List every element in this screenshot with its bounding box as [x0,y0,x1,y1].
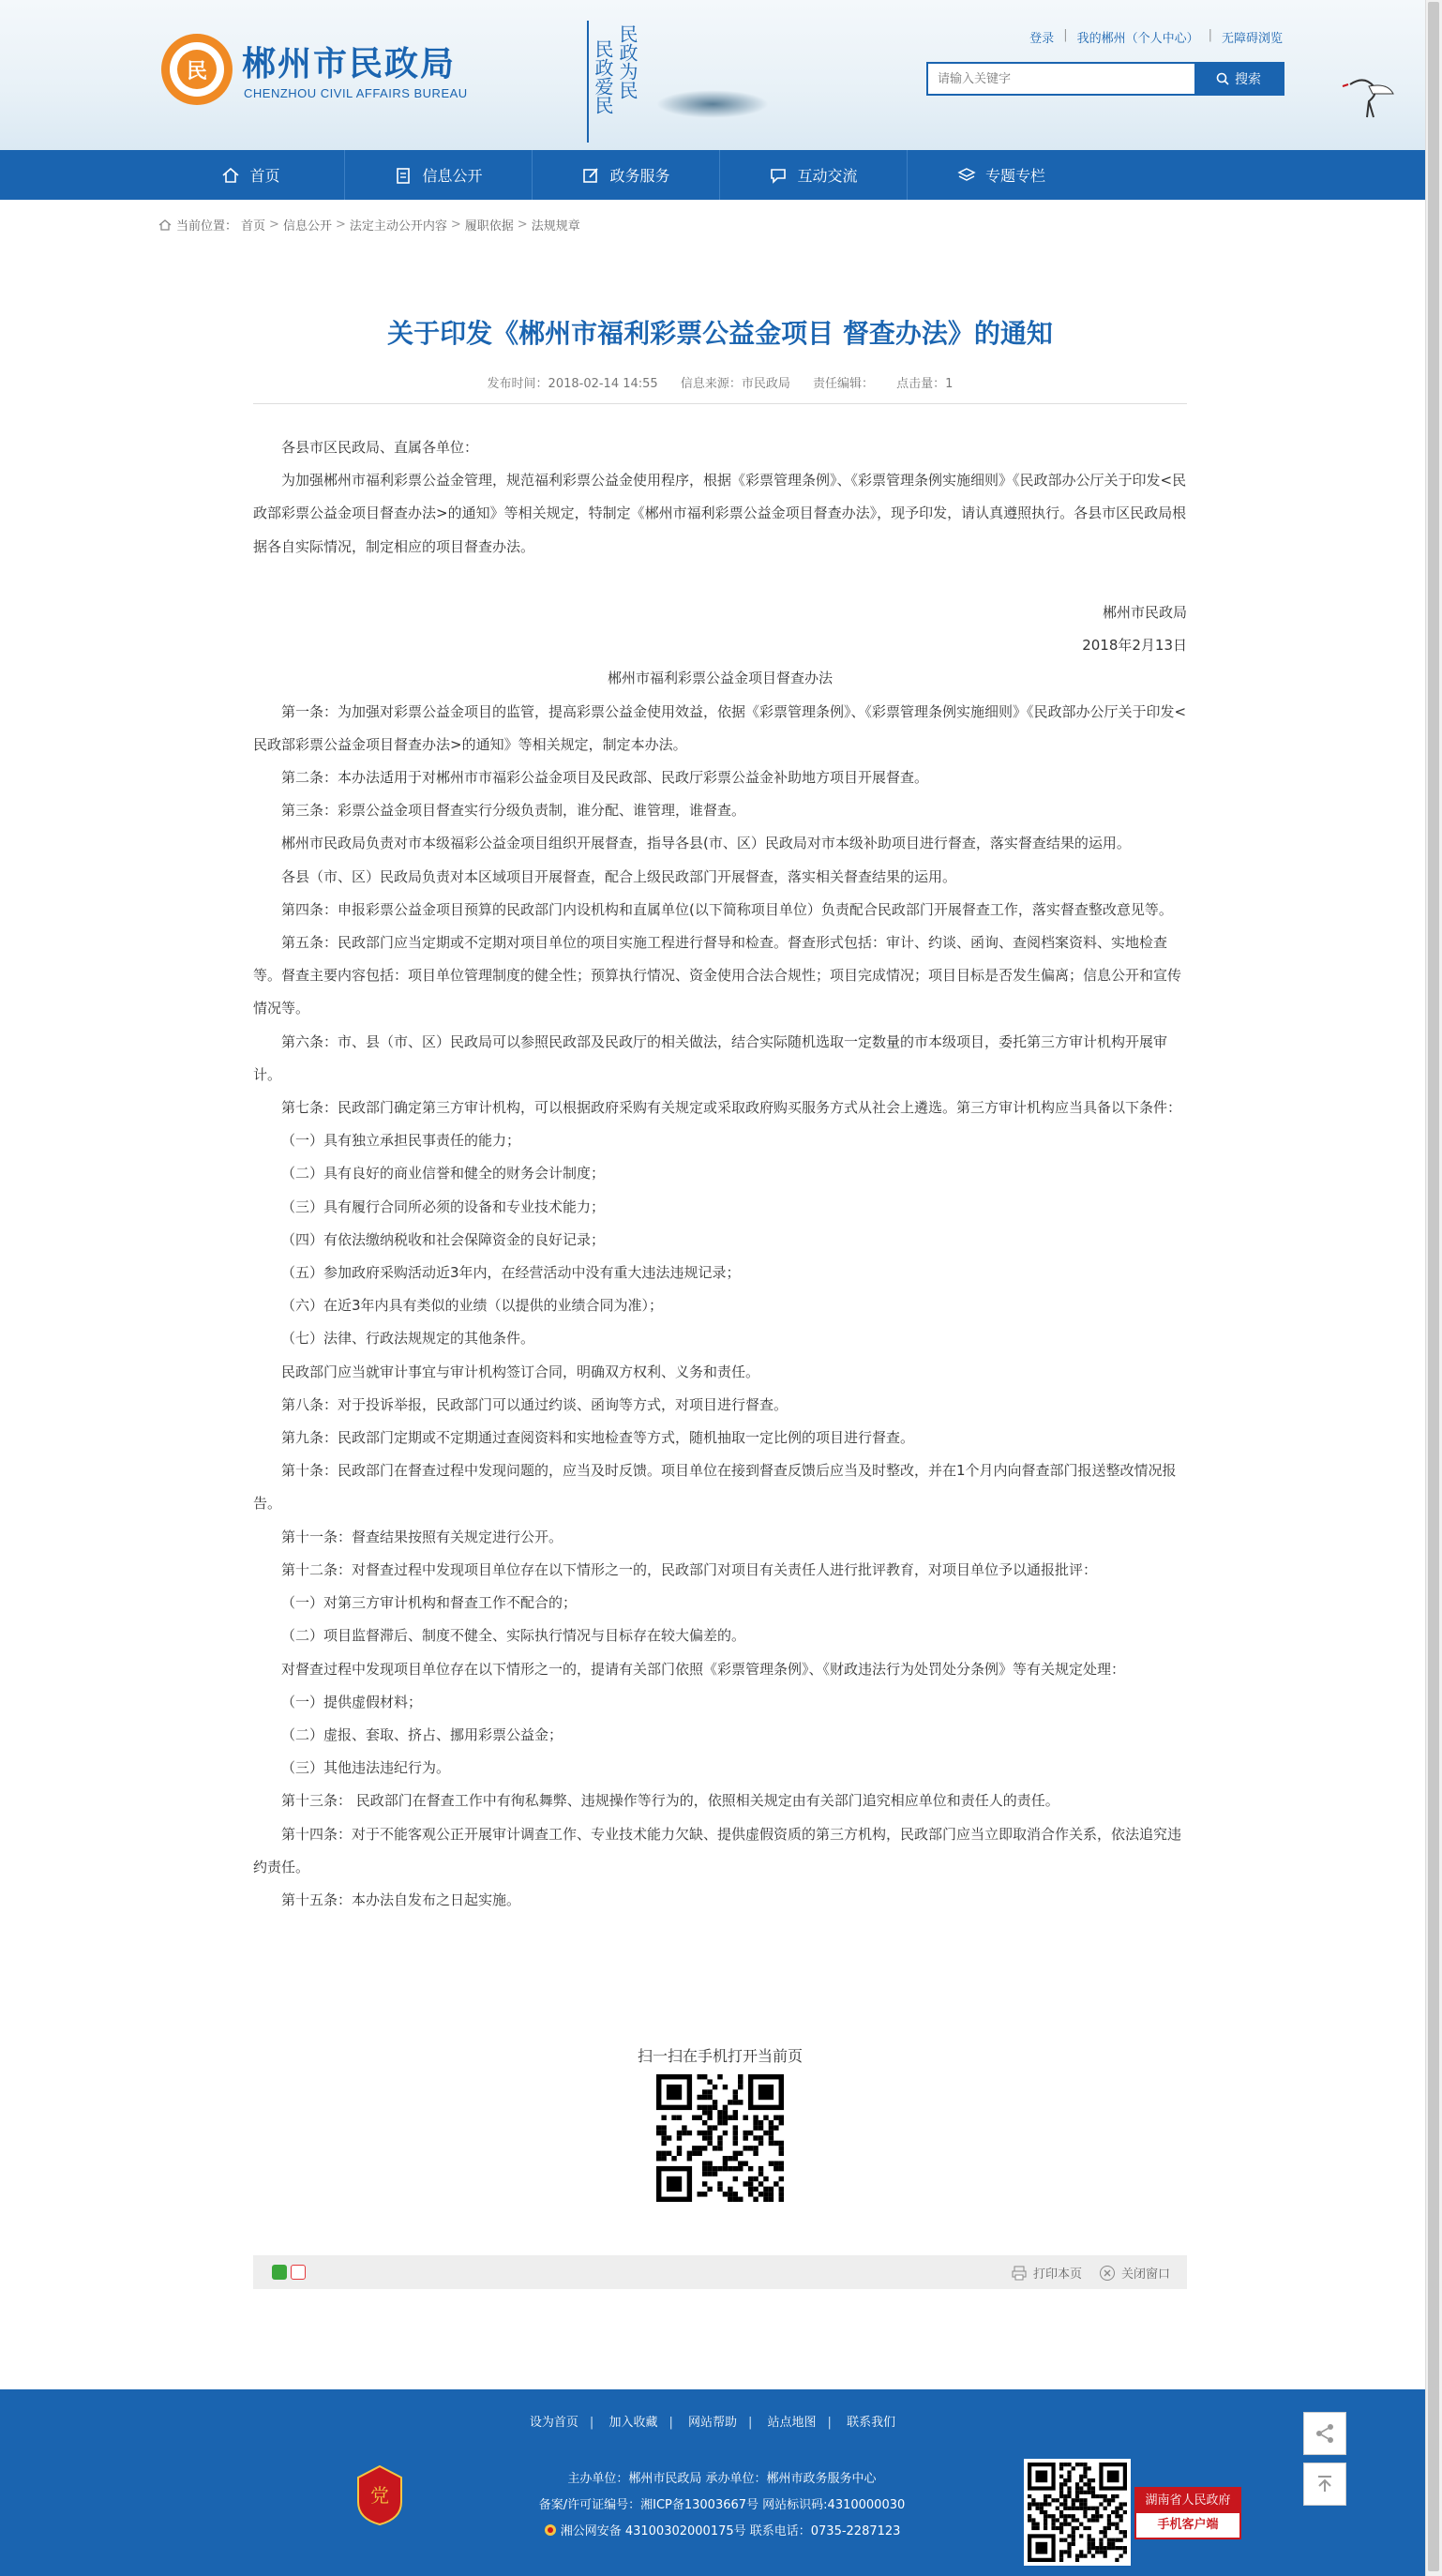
article-paragraph: （二）具有良好的商业信誉和健全的财务会计制度； [281,1165,606,1183]
footer-info [469,2466,975,2545]
article-paragraph: 第二条：本办法适用于对郴州市市福彩公益金项目及民政部、民政厅彩票公益金补助地方项目开展督查。 [281,769,929,787]
breadcrumb-separator: > [269,218,279,232]
party-gov-badge[interactable] [356,2464,403,2526]
article-paragraph: 第十五条：本办法自发布之日起实施。 [281,1891,521,1908]
article-paragraph: 第十三条： 民政部门在督查工作中有徇私舞弊、违规操作等行为的，依照相关规定由有关部门追究相应单位和责任人的责任。 [281,1792,1059,1810]
nav-item-special-topics[interactable] [908,150,1095,200]
footer-police-text: 湘公网安备 43100302000175号 联系电话：0735-2287123 [560,2524,901,2538]
share-bar [253,2255,1187,2289]
article-paragraph: 第九条：民政部门定期或不定期通过查阅资料和实地检查等方式，随机抽取一定比例的项目进行督查。 [281,1429,915,1447]
article-title: 关于印发《郴州市福利彩票公益金项目 督查办法》的通知 [387,318,1053,349]
share-icons [272,2265,306,2280]
party-badge-text: 党 [370,2484,389,2507]
breadcrumb-item[interactable]: 信息公开 [282,219,332,233]
nav-item-home[interactable] [158,150,345,200]
breadcrumb-item[interactable]: 法定主动公开内容 [349,219,447,233]
article-paragraph: 各县（市、区）民政局负责对本区域项目开展督查，配合上级民政部门开展督查，落实相关督查结果的运用。 [281,867,957,885]
site-header [0,0,1442,150]
article-paragraph: （五）参加政府采购活动近3年内，在经营活动中没有重大违法违规记录； [281,1264,741,1282]
site-title[interactable]: 郴州市民政局 [242,45,457,83]
motto-column-2: 民政爱民 [592,39,614,114]
top-link-accessibility[interactable]: 无障碍浏览 [1221,32,1283,46]
footer-organizer: 主办单位：郴州市民政局 承办单位：郴州市政务服务中心 [567,2472,877,2486]
share-float-button[interactable] [1303,2412,1346,2455]
search-button[interactable] [1194,64,1283,94]
nav-item-label: 信息公开 [422,167,483,185]
close-label: 关闭窗口 [1120,2267,1170,2282]
share-icon [1314,2422,1336,2445]
info-source: 信息来源：市民政局 [680,377,790,391]
nav-item-info-disclosure[interactable] [345,150,533,200]
document-icon [394,166,413,185]
site-subtitle: CHENZHOU CIVIL AFFAIRS BUREAU [244,86,468,100]
footer-link-help[interactable]: 网站帮助 [687,2416,737,2430]
footer-link-set-homepage[interactable]: 设为首页 [529,2416,578,2430]
weibo-share-icon[interactable] [291,2265,306,2280]
nav-item-gov-services[interactable] [533,150,720,200]
article-paragraph: （四）有依法缴纳税收和社会保障资金的良好记录； [281,1230,606,1248]
logo-core: 民 [177,50,217,89]
footer-link-contact[interactable]: 联系我们 [847,2416,896,2430]
nav-item-label: 政务服务 [609,167,670,185]
article-content [253,431,1187,1917]
article-paragraph: （一）具有独立承担民事责任的能力； [281,1132,521,1150]
bureau-logo[interactable] [161,34,233,105]
article-paragraph: 第五条：民政部门应当定期或不定期对项目单位的项目实施工程进行督导和检查。督查形式包括：审计、约谈、函询、查阅档案资料、实地检查等。督查主要内容包括：项目单位管理制度的健全性；预算执行情况、资金使用合法合规性；项目完成情况；项目目标是否发生偏离；信息公开和宣传情况等。 [253,934,1182,1017]
footer-links [0,2412,1425,2430]
article-paragraph: （二）虚报、套取、挤占、挪用彩票公益金； [281,1725,563,1743]
bar-actions [1011,2264,1170,2282]
top-link-separator: | [1208,28,1212,42]
site-footer [0,2389,1425,2576]
close-window-button[interactable] [1099,2264,1170,2282]
breadcrumb-item[interactable]: 首页 [241,219,266,233]
footer-link-sitemap[interactable]: 站点地图 [767,2416,817,2430]
motto-box [587,21,643,143]
footer-link-separator: | [827,2416,832,2430]
article-paragraph: 郴州市福利彩票公益金项目督查办法 [607,670,833,687]
hunan-gov-app-badge[interactable] [1134,2487,1241,2539]
nav-items [158,150,1095,200]
article-paragraph [253,564,1187,596]
top-links [1029,28,1283,46]
page-qr-code [656,2074,784,2202]
qr-title: 扫一扫在手机打开当前页 [637,2047,803,2065]
back-to-top-button[interactable] [1303,2463,1346,2506]
title-divider [253,403,1187,404]
nav-item-label: 互动交流 [797,167,858,185]
printer-icon [1011,2265,1028,2282]
article-paragraph: 第十一条：督查结果按照有关规定进行公开。 [281,1528,563,1545]
article-paragraph: 第十二条：对督查过程中发现项目单位存在以下情形之一的，民政部门对项目有关责任人进行批评教育，对项目单位予以通报批评： [281,1560,1098,1578]
click-count: 点击量：1 [896,377,954,391]
article-paragraph: （三）其他违法违纪行为。 [281,1759,451,1777]
search-button-label: 搜索 [1235,72,1261,87]
breadcrumb-separator: > [450,218,461,232]
article-paragraph: 郴州市民政局 [1102,604,1187,621]
footer-police-record[interactable] [469,2519,975,2545]
article-paragraph: 第十条：民政部门在督查过程中发现问题的，应当及时反馈。项目单位在接到督查反馈后应当及时整改，并在1个月内向督查部门报送整改情况报告。 [253,1462,1177,1513]
close-icon [1099,2265,1116,2282]
article-paragraph: 第七条：民政部门确定第三方审计机构，可以根据政府采购有关规定或采取政府购买服务方式从社会上遴选。第三方审计机构应当具备以下条件： [281,1099,1182,1117]
search-icon [1216,72,1229,85]
article-paragraph: （一）对第三方审计机构和督查工作不配合的； [281,1594,578,1612]
breadcrumb-label: 当前位置： [176,219,238,233]
home-icon [221,166,240,185]
landscape-decoration [656,90,769,118]
edit-icon [581,166,600,185]
footer-link-separator: | [668,2416,673,2430]
arrow-up-icon [1314,2473,1336,2495]
footer-link-add-favorite[interactable]: 加入收藏 [608,2416,658,2430]
search-box [926,62,1284,96]
top-link-my-chenzhou[interactable]: 我的郴州（个人中心） [1076,32,1199,46]
crane-decoration [1341,66,1397,122]
article-paragraph: 第一条：为加强对彩票公益金项目的监管，提高彩票公益金使用效益，依据《彩票管理条例》、《彩票管理条例实施细则》《民政部办公厅关于印发<民政部彩票公益金项目督查办法>的通知》等相关规定，制定本办法。 [253,702,1187,753]
nav-item-label: 首页 [249,167,280,185]
article-paragraph: 第四条：申报彩票公益金项目预算的民政部门内设机构和直属单位(以下简称项目单位）负责配合民政部门开展督查工作，落实督查整改意见等。 [281,900,1173,918]
publish-time: 发布时间：2018-02-14 14:55 [487,377,658,391]
police-badge-icon [544,2523,557,2537]
scrollbar-thumb[interactable] [1428,2,1439,2571]
article-paragraph: 第八条：对于投诉举报，民政部门可以通过约谈、函询等方式，对项目进行督查。 [281,1395,789,1413]
breadcrumb [158,216,580,233]
top-link-login[interactable]: 登录 [1029,32,1055,46]
print-button[interactable] [1011,2264,1082,2282]
article-paragraph: （三）具有履行合同所必须的设备和专业技术能力； [281,1198,606,1215]
print-label: 打印本页 [1032,2267,1082,2282]
article-paragraph: 民政部门应当就审计事宜与审计机构签订合同，明确双方权利、义务和责任。 [281,1363,760,1380]
article-paragraph: 各县市区民政局、直属各单位： [281,439,479,456]
nav-item-label: 专题专栏 [984,167,1045,185]
nav-item-interaction[interactable] [720,150,908,200]
article-paragraph: （六）在近3年内具有类似的业绩（以提供的业绩合同为准）； [281,1297,664,1315]
top-link-separator: | [1063,28,1068,42]
article-paragraph: 2018年2月13日 [1082,637,1187,655]
breadcrumb-separator: > [517,218,528,232]
motto-column-1: 民政为民 [616,24,638,99]
editor: 责任编辑： [813,377,875,391]
article-paragraph: 第六条：市、县（市、区）民政局可以参照民政部及民政厅的相关做法，结合实际随机选取一定数量的市本级项目，委托第三方审计机构开展审计。 [253,1032,1168,1083]
footer-icp[interactable]: 备案/许可证编号：湘ICP备13003667号 网站标识码:4310000030 [538,2498,906,2512]
breadcrumb-separator: > [335,218,346,232]
article-paragraph: （七）法律、行政法规规定的其他条件。 [281,1330,535,1348]
gov-badge-subtitle: 手机客户端 [1157,2518,1219,2532]
footer-link-separator: | [748,2416,753,2430]
article-paragraph: 郴州市民政局负责对市本级福彩公益金项目组织开展督查，指导各县(市、区）民政局对市本级补助项目进行督查，落实督查结果的运用。 [281,835,1131,852]
main-nav [0,150,1425,200]
article-paragraph: 对督查过程中发现项目单位存在以下情形之一的，提请有关部门依照《彩票管理条例》、《财政违法行为处罚处分条例》等有关规定处理： [281,1660,1126,1678]
article-paragraph: 第十四条：对于不能客观公正开展审计调查工作、专业技术能力欠缺、提供虚假资质的第三方机构，民政部门应当立即取消合作关系，依法追究违约责任。 [253,1825,1182,1876]
article-paragraph: （二）项目监督滞后、制度不健全、实际执行情况与目标存在较大偏差的。 [281,1627,746,1645]
article-paragraph: （一）提供虚假材料； [281,1693,423,1710]
gov-badge-title: 湖南省人民政府 [1136,2489,1239,2513]
article-meta [253,373,1187,391]
home-icon [158,218,173,233]
breadcrumb-item[interactable]: 履职依据 [464,219,514,233]
wechat-share-icon[interactable] [272,2265,287,2280]
chat-icon [769,166,788,185]
article-paragraph: 第三条：彩票公益金项目督查实行分级负责制，谁分配、谁管理，谁督查。 [281,802,746,820]
footer-qr-code [1024,2459,1131,2566]
search-input[interactable] [928,64,1194,94]
article-paragraph: 为加强郴州市福利彩票公益金管理，规范福利彩票公益金使用程序，根据《彩票管理条例》、《彩票管理条例实施细则》《民政部办公厅关于印发<民政部彩票公益金项目督查办法>的通知》等相关规定，特制定《郴州市福利彩票公益金项目督查办法》，现予印发，请认真遵照执行。各县市区民政局根据各自实际情况，制定相应的项目督查办法。 [253,472,1187,555]
footer-link-separator: | [589,2416,594,2430]
logo-ring [170,42,224,97]
layers-icon [957,166,976,185]
breadcrumb-item[interactable]: 法规规章 [531,219,580,233]
